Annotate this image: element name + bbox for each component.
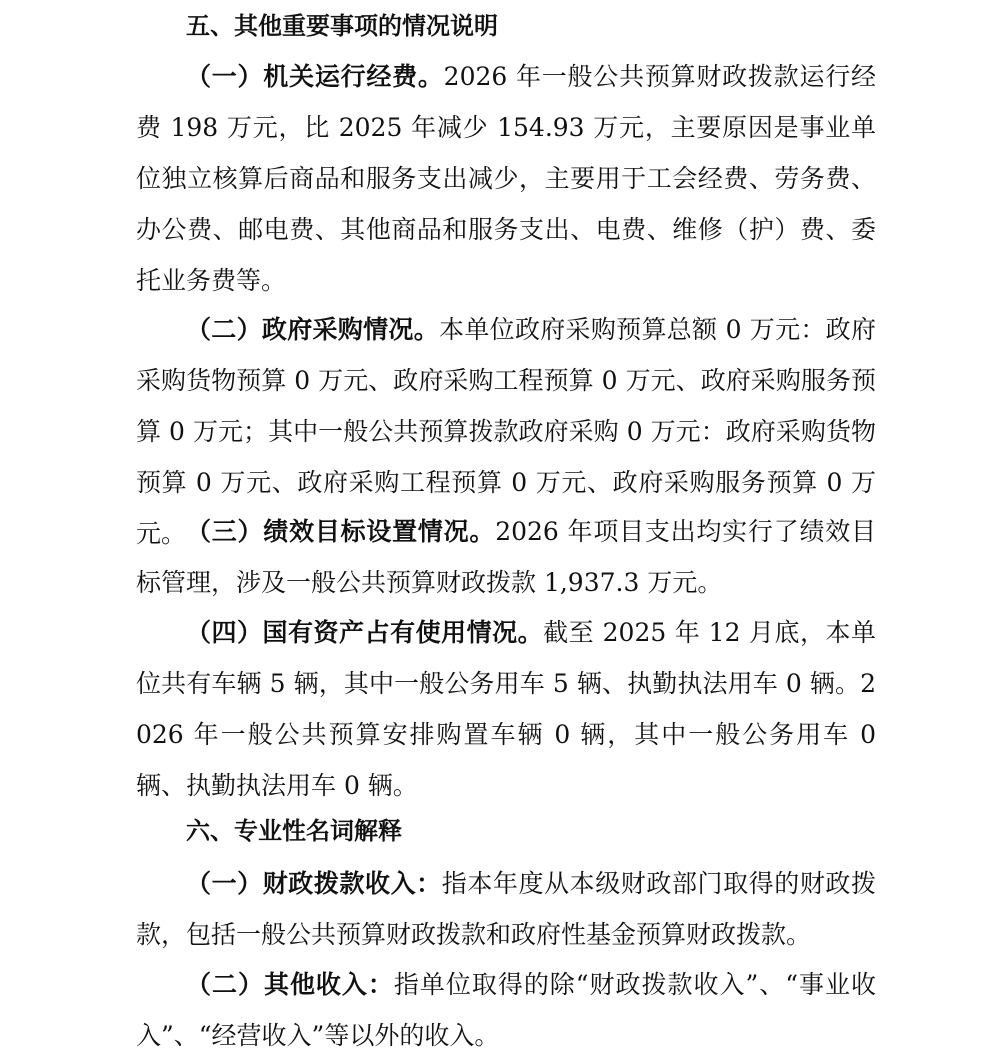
- section-heading-other-matters: 五、其他重要事项的情况说明: [186, 12, 498, 40]
- paragraph-lead: （四）国有资产占有使用情况。: [186, 618, 544, 647]
- paragraph-other-income: [136, 959, 876, 1061]
- paragraph-body: 本单位政府采购预算总额 0 万元：政府采购货物预算 0 万元、政府采购工程预算 0 万元、政府采购服务预算 0 万元；其中一般公共预算拨款政府采购 0 万元：政府采购货物预算 0 万元、政府采购工程预算 0 万元、政府采购服务预算 0 万元。: [136, 315, 876, 548]
- paragraph-body: 2026 年项目支出均实行了绩效目标管理，涉及一般公共预算财政拨款 1,937.3 万元。: [136, 517, 876, 597]
- paragraph-state-assets: [136, 607, 876, 811]
- paragraph-lead: （一）机关运行经费。: [186, 62, 444, 91]
- paragraph-lead: （二）政府采购情况。: [186, 315, 440, 344]
- paragraph-lead: （三）绩效目标设置情况。: [186, 517, 496, 546]
- paragraph-body: 2026 年一般公共预算财政拨款运行经费 198 万元，比 2025 年减少 154.93 万元，主要原因是事业单位独立核算后商品和服务支出减少，主要用于工会经费、劳务费、办公费、邮电费、其他商品和服务支出、电费、维修（护）费、委托业务费等。: [136, 62, 876, 295]
- paragraph-lead: （二）其他收入：: [186, 970, 394, 999]
- paragraph-performance-targets: [136, 506, 876, 608]
- paragraph-body: 截至 2025 年 12 月底，本单位共有车辆 5 辆，其中一般公务用车 5 辆、执勤执法用车 0 辆。2026 年一般公共预算安排购置车辆 0 辆，其中一般公务用车 0 辆、执勤执法用车 0 辆。: [136, 618, 876, 800]
- paragraph-body: 指单位取得的除“财政拨款收入”、“事业收入”、“经营收入”等以外的收入。: [136, 970, 876, 1050]
- paragraph-fiscal-appropriation-income: [136, 858, 876, 960]
- paragraph-body: 指本年度从本级财政部门取得的财政拨款，包括一般公共预算财政拨款和政府性基金预算财政拨款。: [136, 869, 876, 949]
- paragraph-lead: （一）财政拨款收入：: [186, 869, 442, 898]
- paragraph-operating-expenses: [136, 51, 876, 306]
- section-heading-glossary: 六、专业性名词解释: [186, 817, 402, 845]
